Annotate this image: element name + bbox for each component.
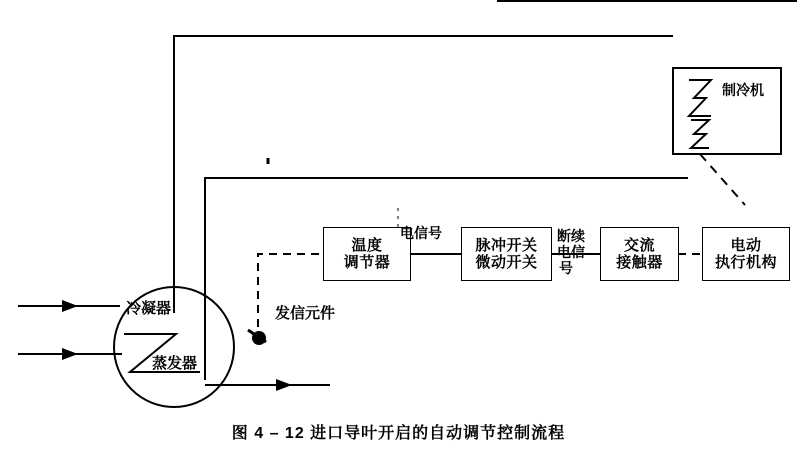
- actuator-label: [703, 228, 789, 280]
- pulse-switch-label: [462, 228, 551, 280]
- intermittent-signal-line3: 号: [559, 260, 573, 276]
- condenser-label: 冷凝器: [126, 300, 172, 317]
- sensor-element-label: 发信元件: [275, 305, 336, 322]
- inlet-arrow-upper: [62, 300, 78, 312]
- ac-contactor-line2: 接触器: [616, 254, 663, 271]
- ac-contactor-line1: 交流: [623, 237, 655, 254]
- temperature-regulator-line2: 调节器: [343, 254, 391, 271]
- chiller-label: 制冷机: [722, 82, 764, 98]
- sensor-dot: [253, 332, 265, 344]
- figure-caption: 图 4 – 12 进口导叶开启的自动调节控制流程: [231, 425, 566, 442]
- temperature-regulator-line1: 温度: [351, 237, 383, 254]
- intermittent-signal-line1: 断续: [557, 228, 585, 244]
- compressor-symbol-2: [691, 120, 709, 148]
- chiller-actuator-dashed-link: [700, 154, 745, 205]
- inlet-arrow-lower: [62, 348, 78, 360]
- actuator-line2: 执行机构: [714, 254, 777, 271]
- feedback-line-top: [174, 36, 673, 313]
- evaporator-label: 蒸发器: [152, 355, 198, 372]
- electric-signal-label: 电信号: [400, 225, 442, 241]
- intermittent-signal-line2: 电信: [557, 244, 585, 260]
- pulse-switch-line1: 脉冲开关: [475, 237, 538, 254]
- actuator-line1: 电动: [730, 237, 762, 254]
- intermittent-signal-label: [557, 228, 585, 276]
- ac-contactor-label: [601, 228, 678, 280]
- temperature-regulator-label: [324, 228, 410, 280]
- pulse-switch-line2: 微动开关: [475, 254, 538, 271]
- outlet-arrow: [276, 379, 292, 391]
- compressor-symbol-1: [689, 80, 711, 116]
